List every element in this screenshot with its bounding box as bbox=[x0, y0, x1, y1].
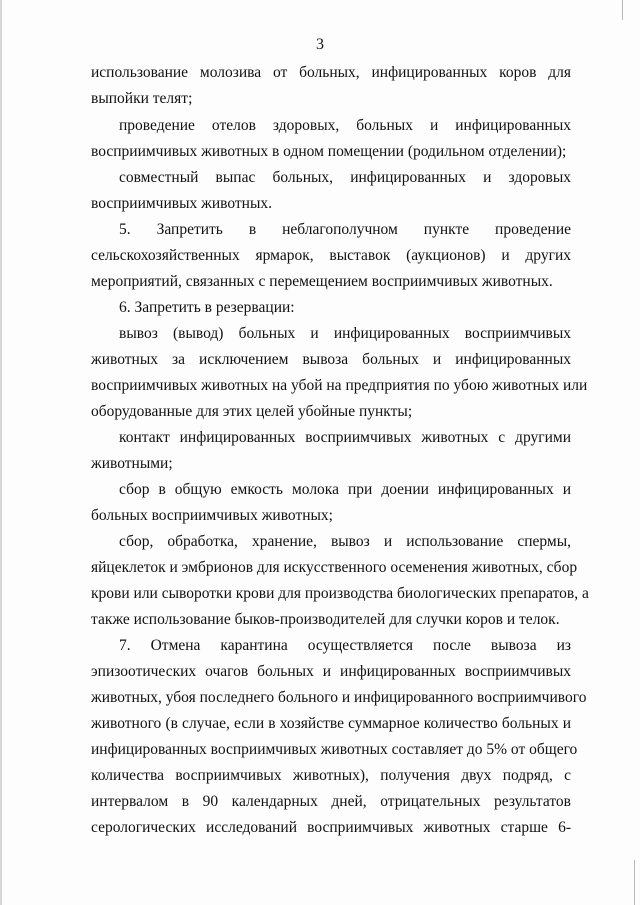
text-line-20: яйцеклеток и эмбрионов для искусственного осеменения животных, сбор bbox=[91, 559, 578, 576]
text-line-7: 5. Запретить в неблагополучном пункте проведение bbox=[119, 221, 571, 238]
text-line-26: животного (в случае, если в хозяйстве суммарное количество больных и bbox=[91, 715, 571, 732]
page-number: 3 bbox=[316, 36, 324, 53]
text-line-28: количества восприимчивых животных), получения двух подряд, с bbox=[91, 767, 571, 784]
text-line-10: 6. Запретить в резервации: bbox=[119, 299, 295, 316]
text-line-8: сельскохозяйственных ярмарок, выставок (аукционов) и других bbox=[91, 247, 571, 264]
scan-edge-mark-left bbox=[0, 0, 2, 905]
text-line-22: также использование быков-производителей для случки коров и телок. bbox=[91, 611, 560, 628]
text-line-13: восприимчивых животных на убой на предприятия по убою животных или bbox=[91, 377, 588, 394]
text-line-2: выпойки телят; bbox=[91, 90, 193, 107]
text-line-17: сбор в общую емкость молока при доении инфицированных и bbox=[119, 481, 571, 498]
text-line-3: проведение отелов здоровых, больных и инфицированных bbox=[119, 117, 571, 134]
text-line-24: эпизоотических очагов больных и инфицированных восприимчивых bbox=[91, 663, 571, 680]
text-line-18: больных восприимчивых животных; bbox=[91, 507, 333, 524]
text-line-25: животных, убоя последнего больного и инфицированного восприимчивого bbox=[91, 689, 587, 706]
text-line-5: совместный выпас больных, инфицированных и здоровых bbox=[119, 169, 571, 186]
text-line-4: восприимчивых животных в одном помещении (родильном отделении); bbox=[91, 143, 567, 160]
scan-edge-mark-right-top bbox=[622, 0, 623, 20]
text-line-27: инфицированных восприимчивых животных составляет до 5% от общего bbox=[91, 741, 578, 758]
text-line-1: использование молозива от больных, инфицированных коров для bbox=[91, 64, 571, 81]
text-line-12: животных за исключением вывоза больных и инфицированных bbox=[91, 351, 571, 368]
text-line-15: контакт инфицированных восприимчивых животных с другими bbox=[119, 429, 571, 446]
text-line-16: животными; bbox=[91, 455, 173, 472]
text-line-11: вывоз (вывод) больных и инфицированных восприимчивых bbox=[119, 325, 571, 342]
text-line-9: мероприятий, связанных с перемещением восприимчивых животных. bbox=[91, 273, 553, 290]
text-line-30: серологических исследований восприимчивых животных старше 6- bbox=[91, 819, 571, 836]
text-line-21: крови или сыворотки крови для производства биологических препаратов, а bbox=[91, 585, 589, 602]
text-line-6: восприимчивых животных. bbox=[91, 195, 272, 212]
text-line-23: 7. Отмена карантина осуществляется после вывоза из bbox=[119, 637, 571, 654]
text-line-19: сбор, обработка, хранение, вывоз и использование спермы, bbox=[119, 533, 571, 550]
text-line-29: интервалом в 90 календарных дней, отрицательных результатов bbox=[91, 793, 571, 810]
scan-edge-mark-right-bottom bbox=[634, 860, 635, 905]
text-line-14: оборудованные для этих целей убойные пункты; bbox=[91, 403, 413, 420]
